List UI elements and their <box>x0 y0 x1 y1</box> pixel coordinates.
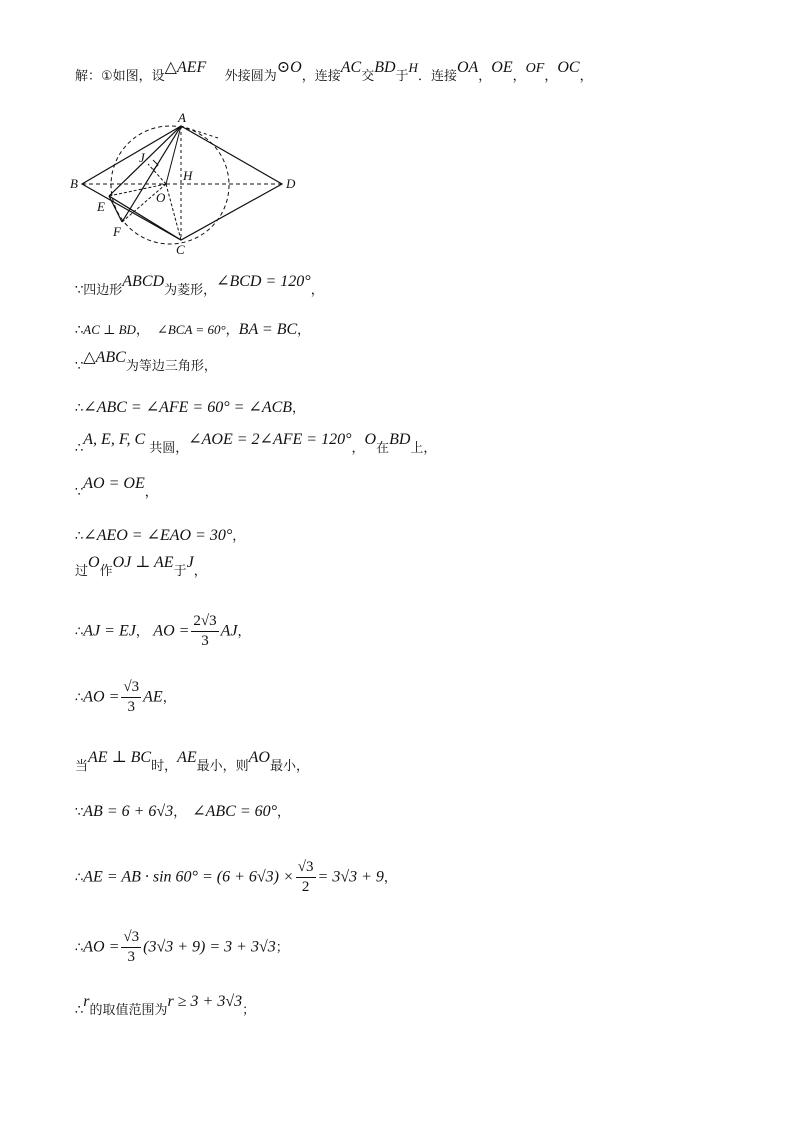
solution-line-construct-oj: 过O作OJ ⊥ AE于J， <box>75 554 207 579</box>
label-b: B <box>70 176 78 191</box>
solution-line-ab-value: ∵AB = 6 + 6√3， ∠ABC = 60°， <box>75 803 291 820</box>
solution-line-ao-ae: ∴AO = $\frac{√3}{3}$ AE， <box>75 679 176 715</box>
solution-line-angles: ∴∠ABC = ∠AFE = 60° = ∠ACB， <box>75 399 306 416</box>
fraction: $\frac{√3}{2}$ <box>297 859 314 895</box>
solution-line-aj-relation: ∴AJ = EJ， AO = $\frac{2√3}{3}$ AJ， <box>75 613 251 649</box>
geometry-figure <box>68 110 298 258</box>
rhombus-abcd <box>82 126 282 240</box>
label-a: A <box>178 110 186 125</box>
fraction: $\frac{√3}{3}$ <box>123 679 140 715</box>
segment-ao <box>166 126 181 184</box>
solution-line-ae-value: ∴AE = AB · sin 60° = (6 + 6√3) × $\frac{√3}{2}$ = 3√3 + 9， <box>75 859 397 895</box>
solution-line-perpendicular: ∴AC ⊥ BD， ∠BCA = 60°，BA = BC， <box>75 321 311 338</box>
fraction: $\frac{2√3}{3}$ <box>193 613 217 649</box>
solution-line-equilateral: ∵△ABC为等边三角形， <box>75 349 217 374</box>
label-o: O <box>156 190 166 205</box>
solution-line-minimum: 当AE ⊥ BC时，AE最小，则AO最小， <box>75 749 309 774</box>
segment-oj <box>148 164 166 184</box>
fraction: $\frac{√3}{3}$ <box>123 929 140 965</box>
solution-intro-line: 解：①如图，设△AEF 外接圆为⊙O，连接AC交BD于H．连接OA，OE，OF，OC， <box>75 59 593 84</box>
label-h: H <box>183 168 193 183</box>
label-c: C <box>176 242 185 257</box>
label-f: F <box>113 224 121 239</box>
solution-line-thirty-degrees: ∴∠AEO = ∠EAO = 30°， <box>75 527 246 544</box>
solution-line-radius-equal: ∵AO = OE， <box>75 475 158 500</box>
solution-line-range: ∴r的取值范围为r ≥ 3 + 3√3； <box>75 993 256 1018</box>
solution-line-concyclic: ∴A, E, F, C共圆，∠AOE = 2∠AFE = 120°，O在BD上， <box>75 431 437 456</box>
solution-line-rhombus: ∵四边形ABCD为菱形，∠BCD = 120°， <box>75 273 324 298</box>
label-e: E <box>97 199 105 214</box>
solution-line-ao-value: ∴AO = $\frac{√3}{3}$ (3√3 + 9) = 3 + 3√3； <box>75 929 289 965</box>
label-j: J <box>139 150 145 165</box>
label-d: D <box>286 176 296 191</box>
